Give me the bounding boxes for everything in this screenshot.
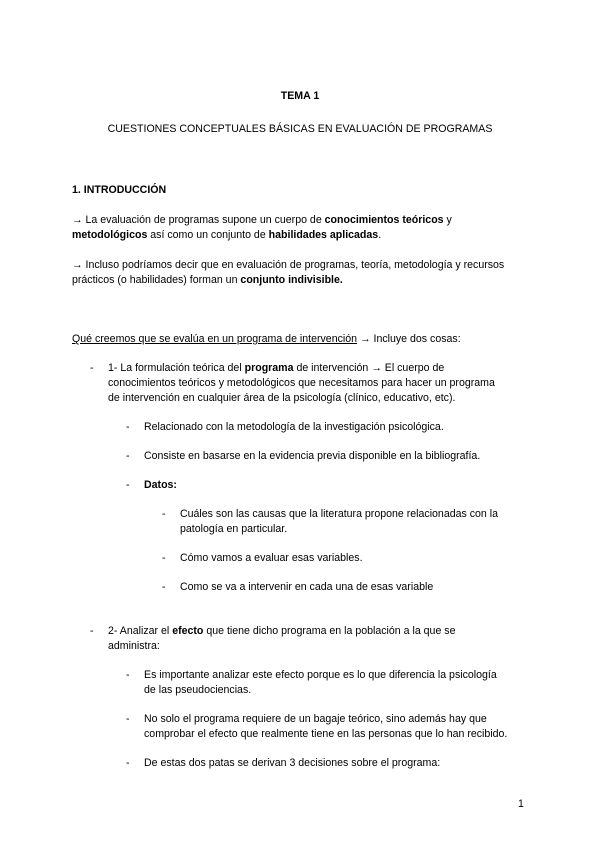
page-number: 1 (518, 798, 524, 810)
text-span: de intervención → El cuerpo de (293, 362, 445, 374)
text-span: → Incluye dos cosas: (357, 333, 461, 345)
text-span: . (378, 229, 382, 241)
list-dash: - (126, 479, 130, 491)
bold-span: programa (244, 362, 294, 374)
bold-span: conocimientos teóricos (324, 214, 444, 226)
item-1-subsub-3: Como se va a intervenir en cada una de esas variable (180, 581, 434, 593)
list-dash: - (162, 581, 166, 593)
item-2-line-1 (108, 624, 455, 639)
text-span: 2- Analizar el (108, 625, 173, 637)
list-dash: - (90, 625, 94, 637)
text-span: que tiene dicho programa en la población a la que se (203, 625, 456, 637)
list-dash: - (126, 757, 130, 769)
list-dash: - (126, 421, 130, 433)
item-1-subsub-1-line-1: Cuáles son las causas que la literatura propone relacionadas con la (180, 508, 499, 520)
text-span: y (443, 214, 452, 226)
item-1-subsub-2: Cómo vamos a evaluar esas variables. (180, 552, 363, 564)
bold-span: habilidades aplicadas (268, 229, 379, 241)
paragraph-2-line-1: → Incluso podríamos decir que en evaluación de programas, teoría, metodología y recursos (72, 259, 505, 271)
text-span: así como un conjunto de (147, 229, 269, 241)
text-span: 1- La formulación teórica del (108, 362, 245, 374)
list-dash: - (90, 362, 94, 374)
item-2-sub-1-line-2: de las pseudociencias. (144, 684, 252, 696)
section-heading: 1. INTRODUCCIÓN (72, 184, 167, 196)
question-line (72, 332, 461, 347)
item-1-sub-3: Datos: (144, 479, 177, 491)
page-subtitle: CUESTIONES CONCEPTUALES BÁSICAS EN EVALUACIÓN DE PROGRAMAS (107, 123, 493, 135)
item-1-sub-1: Relacionado con la metodología de la investigación psicológica. (144, 421, 444, 433)
item-1-subsub-1-line-2: patología en particular. (180, 523, 288, 535)
item-1-line-2: conocimientos teóricos y metodológicos que necesitamos para hacer un programa (108, 377, 495, 389)
list-dash: - (126, 713, 130, 725)
text-span: prácticos (o habilidades) forman un (72, 274, 241, 286)
bold-span: metodológicos (72, 229, 148, 241)
paragraph-1-line-2 (72, 228, 381, 243)
item-2-line-2: administra: (108, 640, 160, 652)
list-dash: - (162, 508, 166, 520)
list-dash: - (162, 552, 166, 564)
bold-span: efecto (172, 625, 204, 637)
item-2-sub-1-line-1: Es importante analizar este efecto porque es lo que diferencia la psicología (144, 669, 497, 681)
paragraph-2-line-2 (72, 273, 343, 288)
item-2-sub-2-line-1: No solo el programa requiere de un bagaje teórico, sino además hay que (144, 713, 487, 725)
item-1-line-3: de intervención en cualquier área de la psicología (clínico, educativo, etc). (108, 392, 456, 404)
text-span: → La evaluación de programas supone un cuerpo de (72, 214, 325, 226)
item-2-sub-3: De estas dos patas se derivan 3 decisiones sobre el programa: (144, 757, 441, 769)
list-dash: - (126, 669, 130, 681)
paragraph-1-line-1 (72, 213, 452, 228)
item-1-line-1 (108, 361, 444, 376)
bold-span: conjunto indivisible. (240, 274, 343, 286)
underlined-span: Qué creemos que se evalúa en un programa de intervención (72, 333, 358, 345)
item-1-sub-2: Consiste en basarse en la evidencia previa disponible en la bibliografía. (144, 450, 481, 462)
list-dash: - (126, 450, 130, 462)
item-2-sub-2-line-2: comprobar el efecto que realmente tiene en las personas que lo han recibido. (144, 728, 508, 740)
page-title: TEMA 1 (280, 90, 320, 102)
